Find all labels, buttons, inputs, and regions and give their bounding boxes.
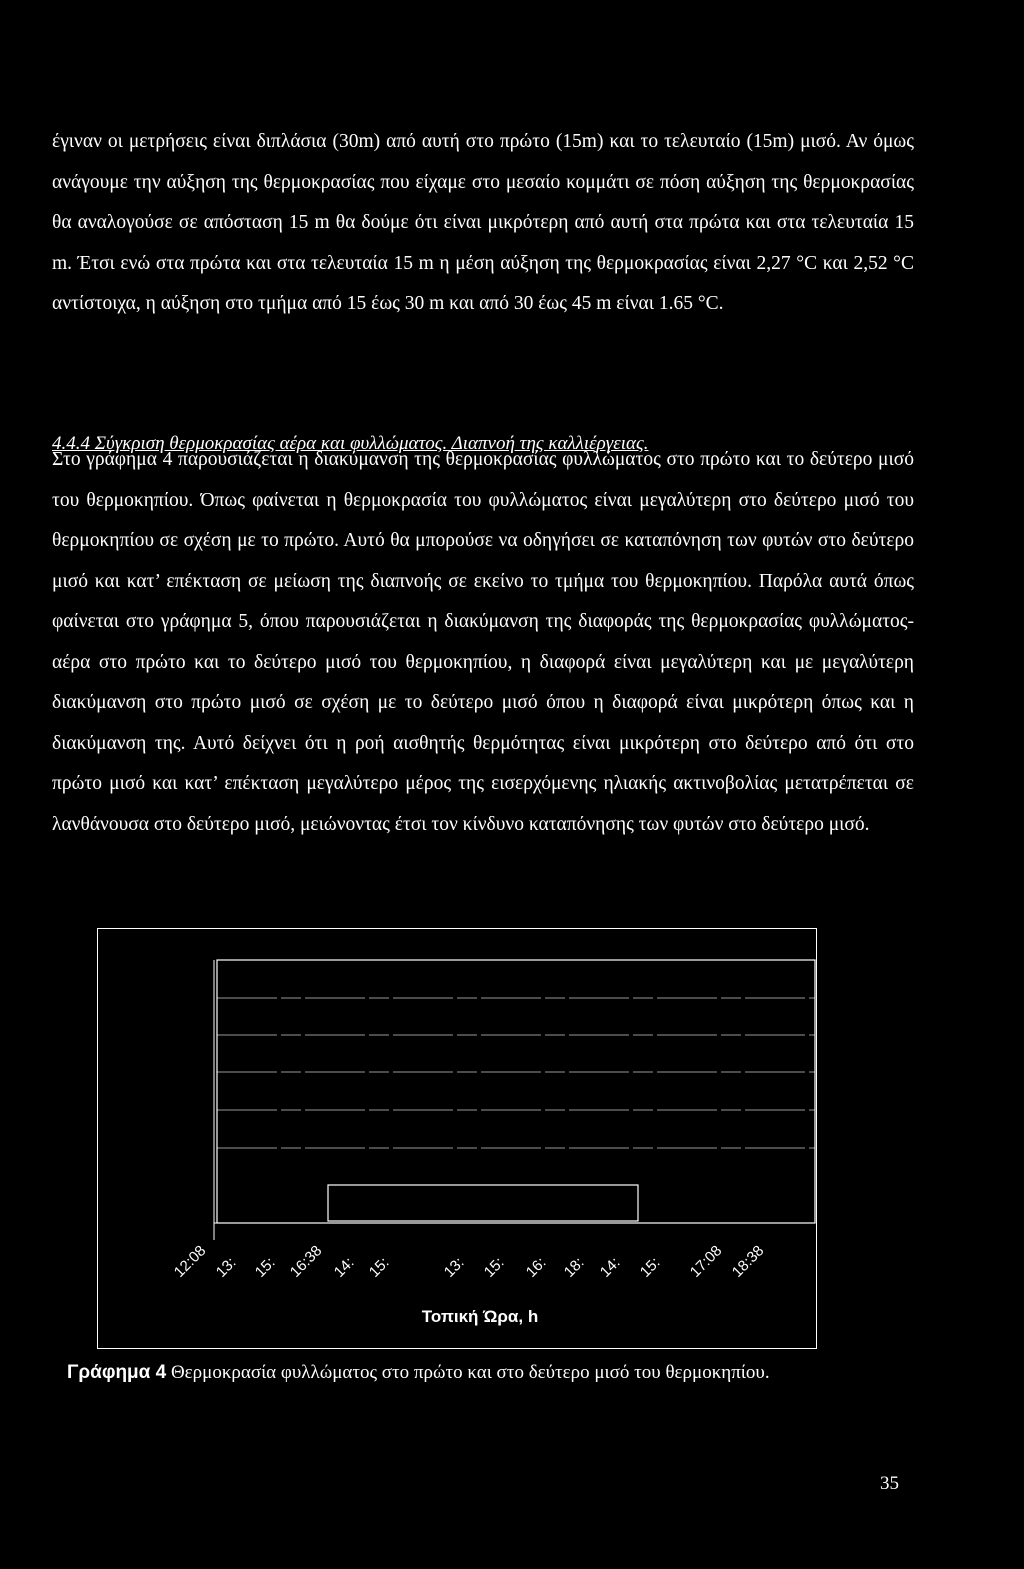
x-tick-label: 12:08 [170, 1242, 210, 1281]
plot-area [214, 960, 815, 1240]
x-tick-label: 17:08 [686, 1242, 726, 1281]
caption-label: Γράφημα 4 [67, 1362, 167, 1383]
x-tick-label: 13: [440, 1254, 468, 1281]
x-tick-label: 15: [251, 1254, 279, 1281]
x-tick-label: 18: [560, 1254, 588, 1281]
plot-border [217, 960, 815, 1223]
x-tick-label: 14: [330, 1254, 358, 1281]
x-tick-label: 15: [480, 1254, 508, 1281]
x-axis-label: Τοπική Ώρα, h [421, 1307, 539, 1326]
x-tick-labels [171, 1242, 768, 1281]
x-tick-label: 14: [596, 1254, 624, 1281]
paragraph-intro: έγιναν οι μετρήσεις είναι διπλάσια (30m) από αυτή στο πρώτο (15m) και το τελευταίο (15m) μισό. Αν όμως ανάγουμε την αύξηση της θερμοκρασίας που είχαμε στο μεσαίο κομμάτι σε πόση αύξηση της θερμοκρασίας θα αναλογούσε σε απόσταση 15 m θα δούμε ότι είναι μικρότερη από αυτή στα πρώτα και στα τελευταία 15 m. Έτσι ενώ στα πρώτα και στα τελευταία 15 m η μέση αύξηση της θερμοκρασίας είναι 2,27 °C και 2,52 °C αντίστοιχα, η αύξηση στο τμήμα από 15 έως 30 m και από 30 έως 45 m είναι 1.65 °C. [52, 131, 914, 314]
section-heading: 4.4.4 Σύγκριση θερμοκρασίας αέρα και φυλλώματος. Διαπνοή της καλλιέργειας. [52, 433, 649, 454]
x-tick-label: 16:38 [286, 1242, 326, 1281]
paragraph-body: Στο γράφημα 4 παρουσιάζεται η διακύμανση της θερμοκρασίας φυλλώματος στο πρώτο και το δεύτερο μισό του θερμοκηπίου. Όπως φαίνεται η θερμοκρασία του φυλλώματος είναι μεγαλύτερη στο δεύτερο μισό του θερμοκηπίου σε σχέση με το πρώτο. Αυτό θα μπορούσε να οδηγήσει σε καταπόνηση των φυτών στο δεύτερο μισό και κατ’ επέκταση σε μείωση της διαπνοής σε εκείνο το τμήμα του θερμοκηπίου. Παρόλα αυτά όπως φαίνεται στο γράφημα 5, όπου παρουσιάζεται η διακύμανση της διαφοράς της θερμοκρασίας φυλλώματος-αέρα στο πρώτο και το δεύτερο μισό του θερμοκηπίου, η διαφορά είναι μεγαλύτερη και με μεγαλύτερη διακύμανση στο πρώτο μισό σε σχέση με το δεύτερο μισό όπου η διαφορά είναι μικρότερη όπως και η διακύμανση της. Αυτό δείχνει ότι η ροή αισθητής θερμότητας είναι μικρότερη στο δεύτερο από ότι στο πρώτο μισό και κατ’ επέκταση μεγαλύτερο μέρος της εισερχόμενης ηλιακής ακτινοβολίας μετατρέπεται σε λανθάνουσα στο δεύτερο μισό, μειώνοντας έτσι τον κίνδυνο καταπόνησης των φυτών στο δεύτερο μισό. [52, 449, 914, 835]
x-tick-label: 15: [365, 1254, 393, 1281]
x-tick-label: 18:38 [728, 1242, 768, 1281]
x-tick-label: 16: [522, 1254, 550, 1281]
figure-caption [67, 1361, 967, 1385]
legend-box [328, 1185, 638, 1221]
caption-text: Θερμοκρασία φυλλώματος στο πρώτο και στο δεύτερο μισό του θερμοκηπίου. [166, 1362, 770, 1383]
page-number: 35 [880, 1473, 899, 1494]
x-tick-label: 13: [212, 1254, 240, 1281]
x-tick-label: 15: [636, 1254, 664, 1281]
